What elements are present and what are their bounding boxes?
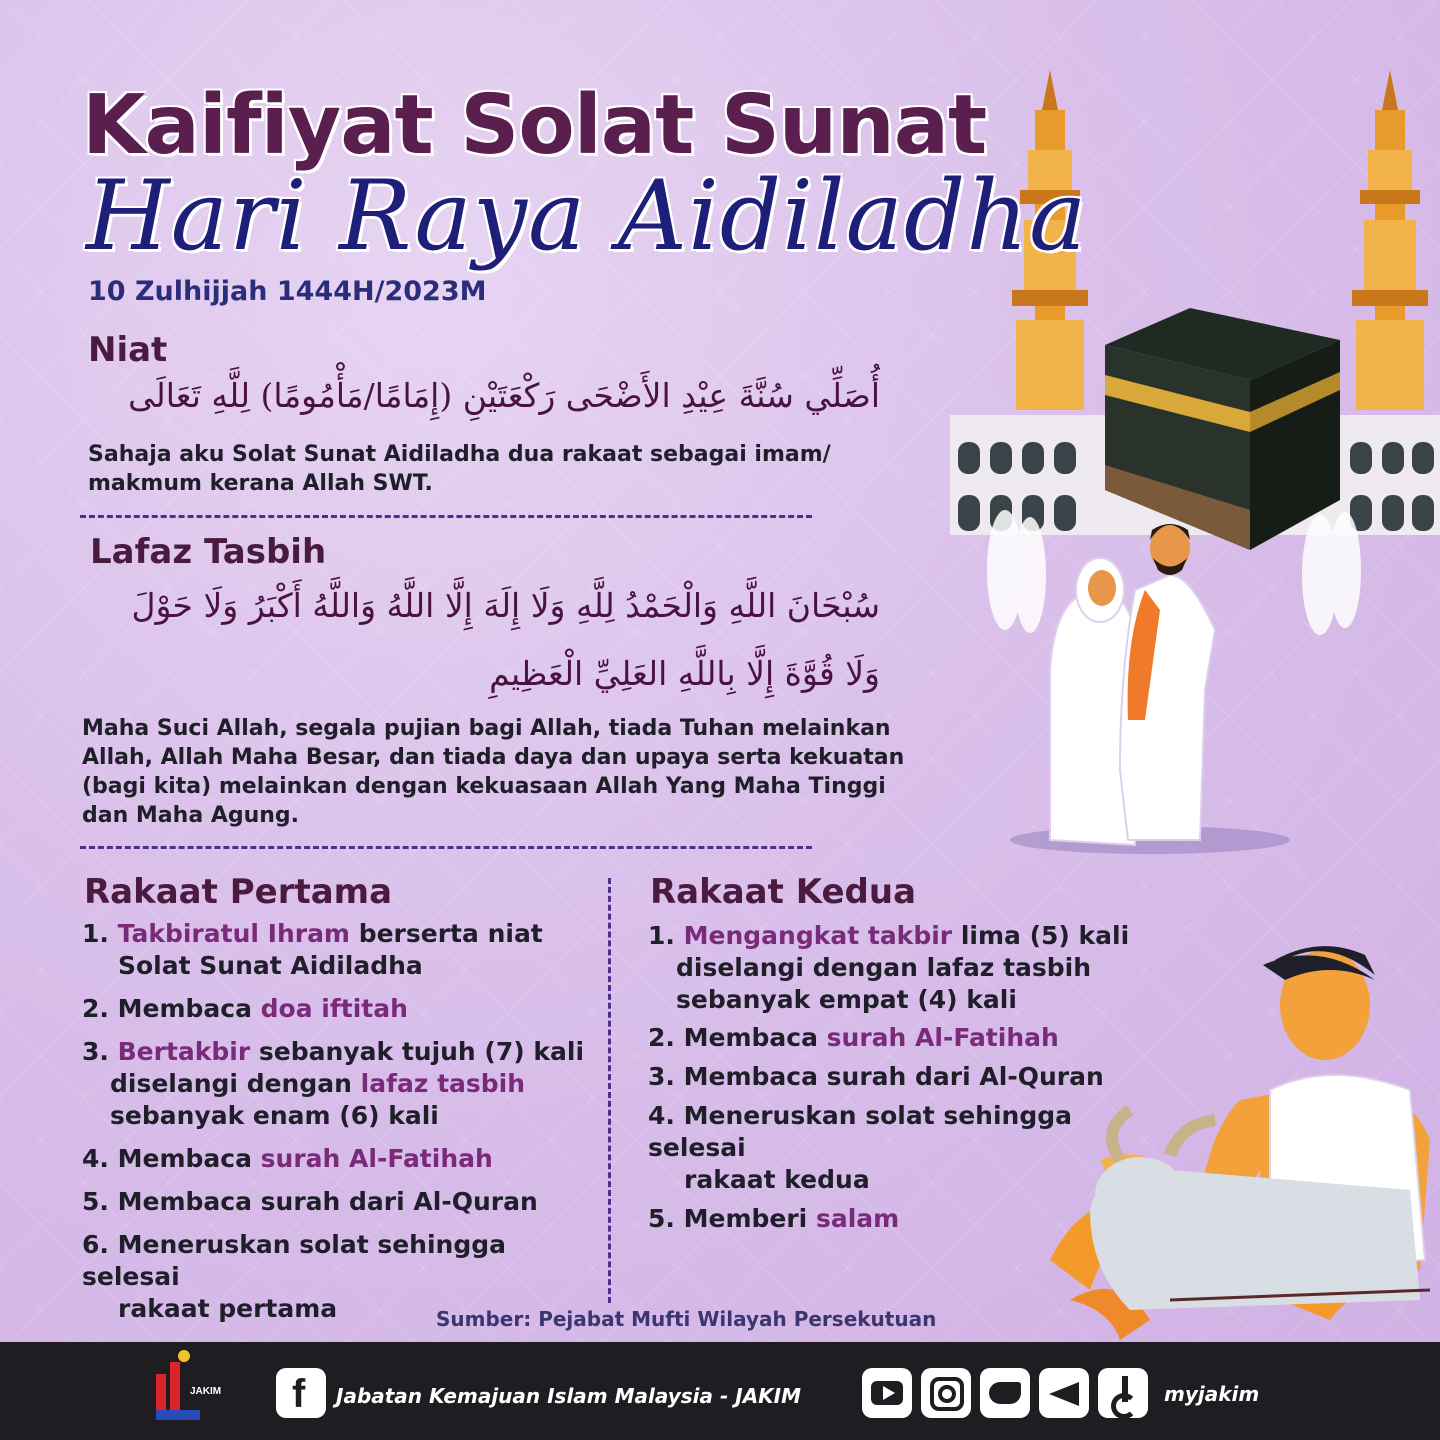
niat-translation-line-2: makmum kerana Allah SWT.: [88, 471, 433, 496]
title-line-1: Kaifiyat Solat Sunat: [82, 78, 987, 173]
list-item: 4. Membaca surah Al-Fatihah: [82, 1144, 493, 1173]
tasbih-translation-line-3: (bagi kita) melainkan dengan kekuasaan Allah Yang Maha Tinggi: [82, 774, 886, 799]
tasbih-arabic-line-1: سُبْحَانَ اللَّهِ وَالْحَمْدُ لِلَّهِ وَلَا إِلَهَ إِلَّا اللَّهُ وَاللَّهُ أَكْبَرُ وَلَا حَوْلَ: [131, 586, 880, 625]
rakaat-pertama-list: [82, 918, 602, 1336]
facebook-icon[interactable]: f: [276, 1368, 326, 1418]
niat-translation: [88, 440, 831, 498]
rakaat-pertama-heading: Rakaat Pertama: [84, 872, 393, 912]
tasbih-translation: [82, 714, 904, 830]
tasbih-translation-line-1: Maha Suci Allah, segala pujian bagi Allah, tiada Tuhan melainkan: [82, 716, 891, 741]
divider-2: [80, 846, 812, 849]
jakim-logo: JAKIM: [156, 1356, 226, 1426]
niat-translation-line-1: Sahaja aku Solat Sunat Aidiladha dua rakaat sebagai imam/: [88, 442, 831, 467]
tasbih-translation-line-2: Allah, Allah Maha Besar, dan tiada daya dan upaya serta kekuatan: [82, 745, 905, 770]
divider-1: [80, 515, 812, 518]
youtube-icon[interactable]: [862, 1368, 912, 1418]
tasbih-heading: Lafaz Tasbih: [90, 532, 327, 572]
title-line-2: Hari Raya Aidiladha: [86, 160, 1088, 272]
instagram-icon[interactable]: [921, 1368, 971, 1418]
list-item: 4. Meneruskan solat sehingga selesai rakaat kedua: [648, 1101, 1073, 1194]
niat-heading: Niat: [88, 330, 168, 370]
tasbih-arabic-line-2: وَلَا قُوَّةَ إِلَّا بِاللَّهِ العَلِيِّ الْعَظِيمِ: [489, 654, 880, 693]
date: 10 Zulhijjah 1444H/2023M: [88, 276, 487, 307]
footer: [0, 1342, 1440, 1440]
minaret-right: [1352, 70, 1428, 410]
list-item: 3. Bertakbir sebanyak tujuh (7) kali diselangi dengan lafaz tasbih sebanyak enam (6) kali: [82, 1037, 585, 1130]
list-item: 5. Memberi salam: [648, 1204, 900, 1233]
social-handle: myjakim: [1164, 1382, 1260, 1406]
tiktok-icon[interactable]: [1098, 1368, 1148, 1418]
column-divider: [608, 878, 611, 1303]
rakaat-kedua-heading: Rakaat Kedua: [650, 872, 917, 912]
telegram-icon[interactable]: [1039, 1368, 1089, 1418]
man-pilgrim: [1120, 524, 1215, 840]
list-item: 2. Membaca doa iftitah: [82, 994, 408, 1023]
tasbih-translation-line-4: dan Maha Agung.: [82, 803, 300, 828]
org-name: Jabatan Kemajuan Islam Malaysia - JAKIM: [336, 1384, 802, 1408]
twitter-icon[interactable]: [980, 1368, 1030, 1418]
source-credit: Sumber: Pejabat Mufti Wilayah Persekutuan: [436, 1307, 937, 1331]
list-item: 1. Takbiratul Ihram berserta niat Solat Sunat Aidiladha: [82, 919, 543, 980]
list-item: 1. Mengangkat takbir lima (5) kali diselangi dengan lafaz tasbih sebanyak empat (4) kali: [648, 921, 1130, 1014]
rakaat-kedua-list: [648, 920, 1168, 1246]
list-item: 5. Membaca surah dari Al-Quran: [82, 1187, 538, 1216]
list-item: 3. Membaca surah dari Al-Quran: [648, 1062, 1104, 1091]
niat-arabic: أُصَلِّي سُنَّةَ عِيْدِ الأَضْحَى رَكْعَتَيْنِ (إِمَامًا/مَأْمُومًا) لِلَّهِ تَعَالَى: [128, 376, 880, 415]
list-item: 2. Membaca surah Al-Fatihah: [648, 1023, 1059, 1052]
list-item: 6. Meneruskan solat sehingga selesai rakaat pertama: [82, 1230, 507, 1323]
